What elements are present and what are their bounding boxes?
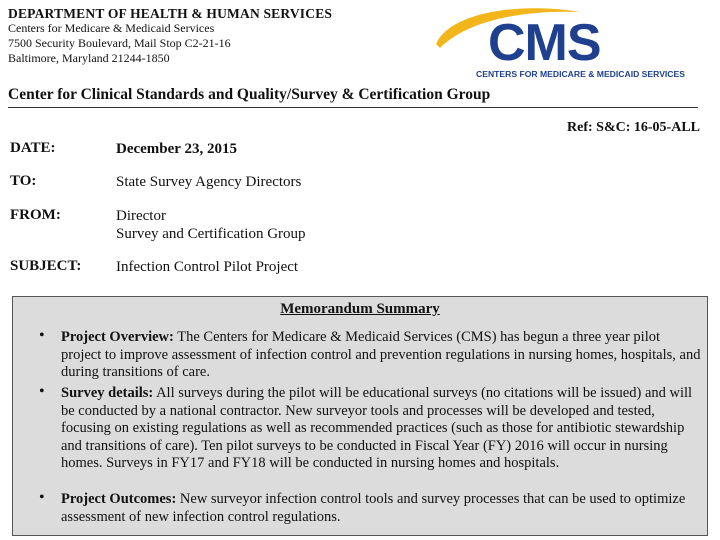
bullet-heading: Project Outcomes:	[61, 491, 177, 507]
date-label: DATE:	[10, 140, 56, 156]
summary-bullet-overview	[61, 329, 701, 382]
address-line-2: Baltimore, Maryland 21244-1850	[8, 51, 170, 65]
hhs-address-block	[8, 6, 348, 66]
subject-label: SUBJECT:	[10, 258, 82, 274]
bullet-icon: •	[39, 383, 45, 400]
to-value: State Survey Agency Directors	[116, 174, 302, 190]
from-value	[116, 207, 306, 243]
bullet-body: New surveyor infection control tools and survey processes that can be used to optimize assessment of new infection control regulations.	[61, 491, 686, 525]
date-value: December 23, 2015	[116, 141, 237, 157]
agency-name: Centers for Medicare & Medicaid Services	[8, 21, 215, 35]
logo-tagline: CENTERS FOR MEDICARE & MEDICAID SERVICES	[476, 69, 685, 79]
memorandum-summary-box	[12, 296, 708, 536]
address-line-1: 7500 Security Boulevard, Mail Stop C2-21-16	[8, 36, 231, 50]
bullet-body: The Centers for Medicare & Medicaid Services (CMS) has begun a three year pilot project to improve assessment of infection control and prevention regulations in nursing homes, hospitals, and during transitions of care.	[61, 329, 701, 380]
summary-bullet-survey-details	[61, 385, 701, 473]
summary-bullet-outcomes	[61, 491, 701, 526]
to-label: TO:	[10, 173, 37, 189]
cms-logo	[430, 4, 712, 84]
from-value-line-2: Survey and Certification Group	[116, 226, 306, 242]
group-title: Center for Clinical Standards and Quality/Survey & Certification Group	[8, 86, 698, 108]
summary-title: Memorandum Summary	[280, 301, 440, 317]
logo-text: CMS	[488, 14, 601, 72]
bullet-heading: Project Overview:	[61, 329, 174, 345]
department-name: DEPARTMENT OF HEALTH & HUMAN SERVICES	[8, 6, 333, 21]
subject-value: Infection Control Pilot Project	[116, 259, 299, 275]
bullet-icon: •	[39, 327, 45, 344]
bullet-heading: Survey details:	[61, 385, 154, 401]
from-value-line-1: Director	[116, 208, 166, 224]
reference-number: Ref: S&C: 16-05-ALL	[567, 120, 700, 135]
from-label: FROM:	[10, 207, 61, 223]
bullet-icon: •	[39, 489, 45, 506]
bullet-body: All surveys during the pilot will be educational surveys (no citations will be issued) and will be conducted by a national contractor. New surveyor tools and processes will be developed and tested, focusing on existing regulations as well as recommended practices (such as those for antibiotic stewardship and transitions of care). Ten pilot surveys to be conducted in Fiscal Year (FY) 2016 will occur in nursing homes. Surveys in FY17 and FY18 will be conducted in nursing homes and hospitals.	[61, 385, 693, 471]
